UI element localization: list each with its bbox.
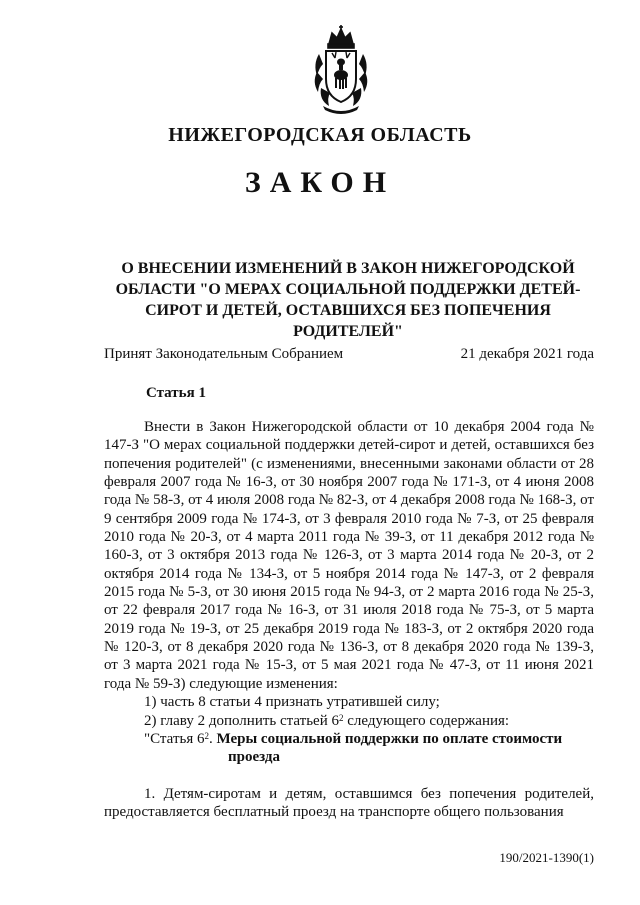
new-article-name-continued: проезда [228,749,280,766]
new-article-prefix: "Статья 6 [144,730,205,747]
document-number: 190/2021-1390(1) [499,850,594,865]
region-title: НИЖЕГОРОДСКАЯ ОБЛАСТЬ [168,124,472,146]
document-type-title: ЗАКОН [244,166,396,199]
new-article-dot: . [208,730,217,747]
list-item [104,712,594,730]
adopted-by-label: Принят Законодательным Собранием [104,346,344,362]
list-item: 1) часть 8 статьи 4 признать утратившей силу; [144,694,440,711]
article-heading: Статья 1 [146,385,206,401]
adoption-date: 21 декабря 2021 года [460,346,594,362]
new-article-name: Меры социальной поддержки по оплате стоимости [216,730,563,747]
superscript: 2 [204,730,209,741]
law-subject-heading: О ВНЕСЕНИИ ИЗМЕНЕНИЙ В ЗАКОН НИЖЕГОРОДСКОЙ ОБЛАСТИ "О МЕРАХ СОЦИАЛЬНОЙ ПОДДЕРЖКИ ДЕТЕЙ-СИРОТ И ДЕТЕЙ, ОСТАВШИХСЯ БЕЗ ПОПЕЧЕНИЯ РОДИТЕЛЕЙ" [115,260,581,340]
list-item-text: 2) главу 2 дополнить статьей 6 [144,712,339,729]
superscript: 2 [339,712,344,723]
article-body [104,418,594,821]
coat-of-arms-icon [305,24,377,116]
adoption-line [104,346,594,363]
article-intro-paragraph: Внести в Закон Нижегородской области от 10 декабря 2004 года № 147-З "О мерах социальной поддержки детей-сирот и детей, оставшихся без попечения родителей" (с изменениями, внесенными законами области от 28 февраля 2007 года № 16-З, от 30 ноября 2007 года № 171-З, от 4 июня 2008 года № 58-З, от 4 июля 2008 года № 82-З, от 4 декабря 2008 года № 168-З, от 9 сентября 2009 года № 174-З, от 3 февраля 2010 года № 7-З, от 25 февраля 2010 года № 20-З, от 4 марта 2011 года № 39-З, от 11 декабря 2012 года № 160-З, от 3 октября 2013 года № 126-З, от 3 марта 2014 года № 20-З, от 2 октября 2014 года № 134-З, от 5 ноября 2014 года № 147-З, от 2 февраля 2015 года № 5-З, от 30 июня 2015 года № 94-З, от 2 марта 2016 года № 25-З, от 22 февраля 2017 года № 16-З, от 31 июля 2018 года № 75-З, от 5 марта 2019 года № 19-З, от 25 декабря 2019 года № 183-З, от 2 октября 2020 года № 120-З, от 8 декабря 2020 года № 136-З, от 8 декабря 2020 года № 139-З, от 3 марта 2021 года № 15-З, от 5 мая 2021 года № 47-З, от 11 июня 2021 года № 59-З) следующие изменения: [104,419,594,692]
list-item-text-end: следующего содержания: [343,712,510,729]
new-article-paragraph-1: 1. Детям-сиротам и детям, оставшимся без попечения родителей, предоставляется бесплатный проезд на транспорте общего пользования [104,785,594,820]
new-article-title [104,730,594,748]
